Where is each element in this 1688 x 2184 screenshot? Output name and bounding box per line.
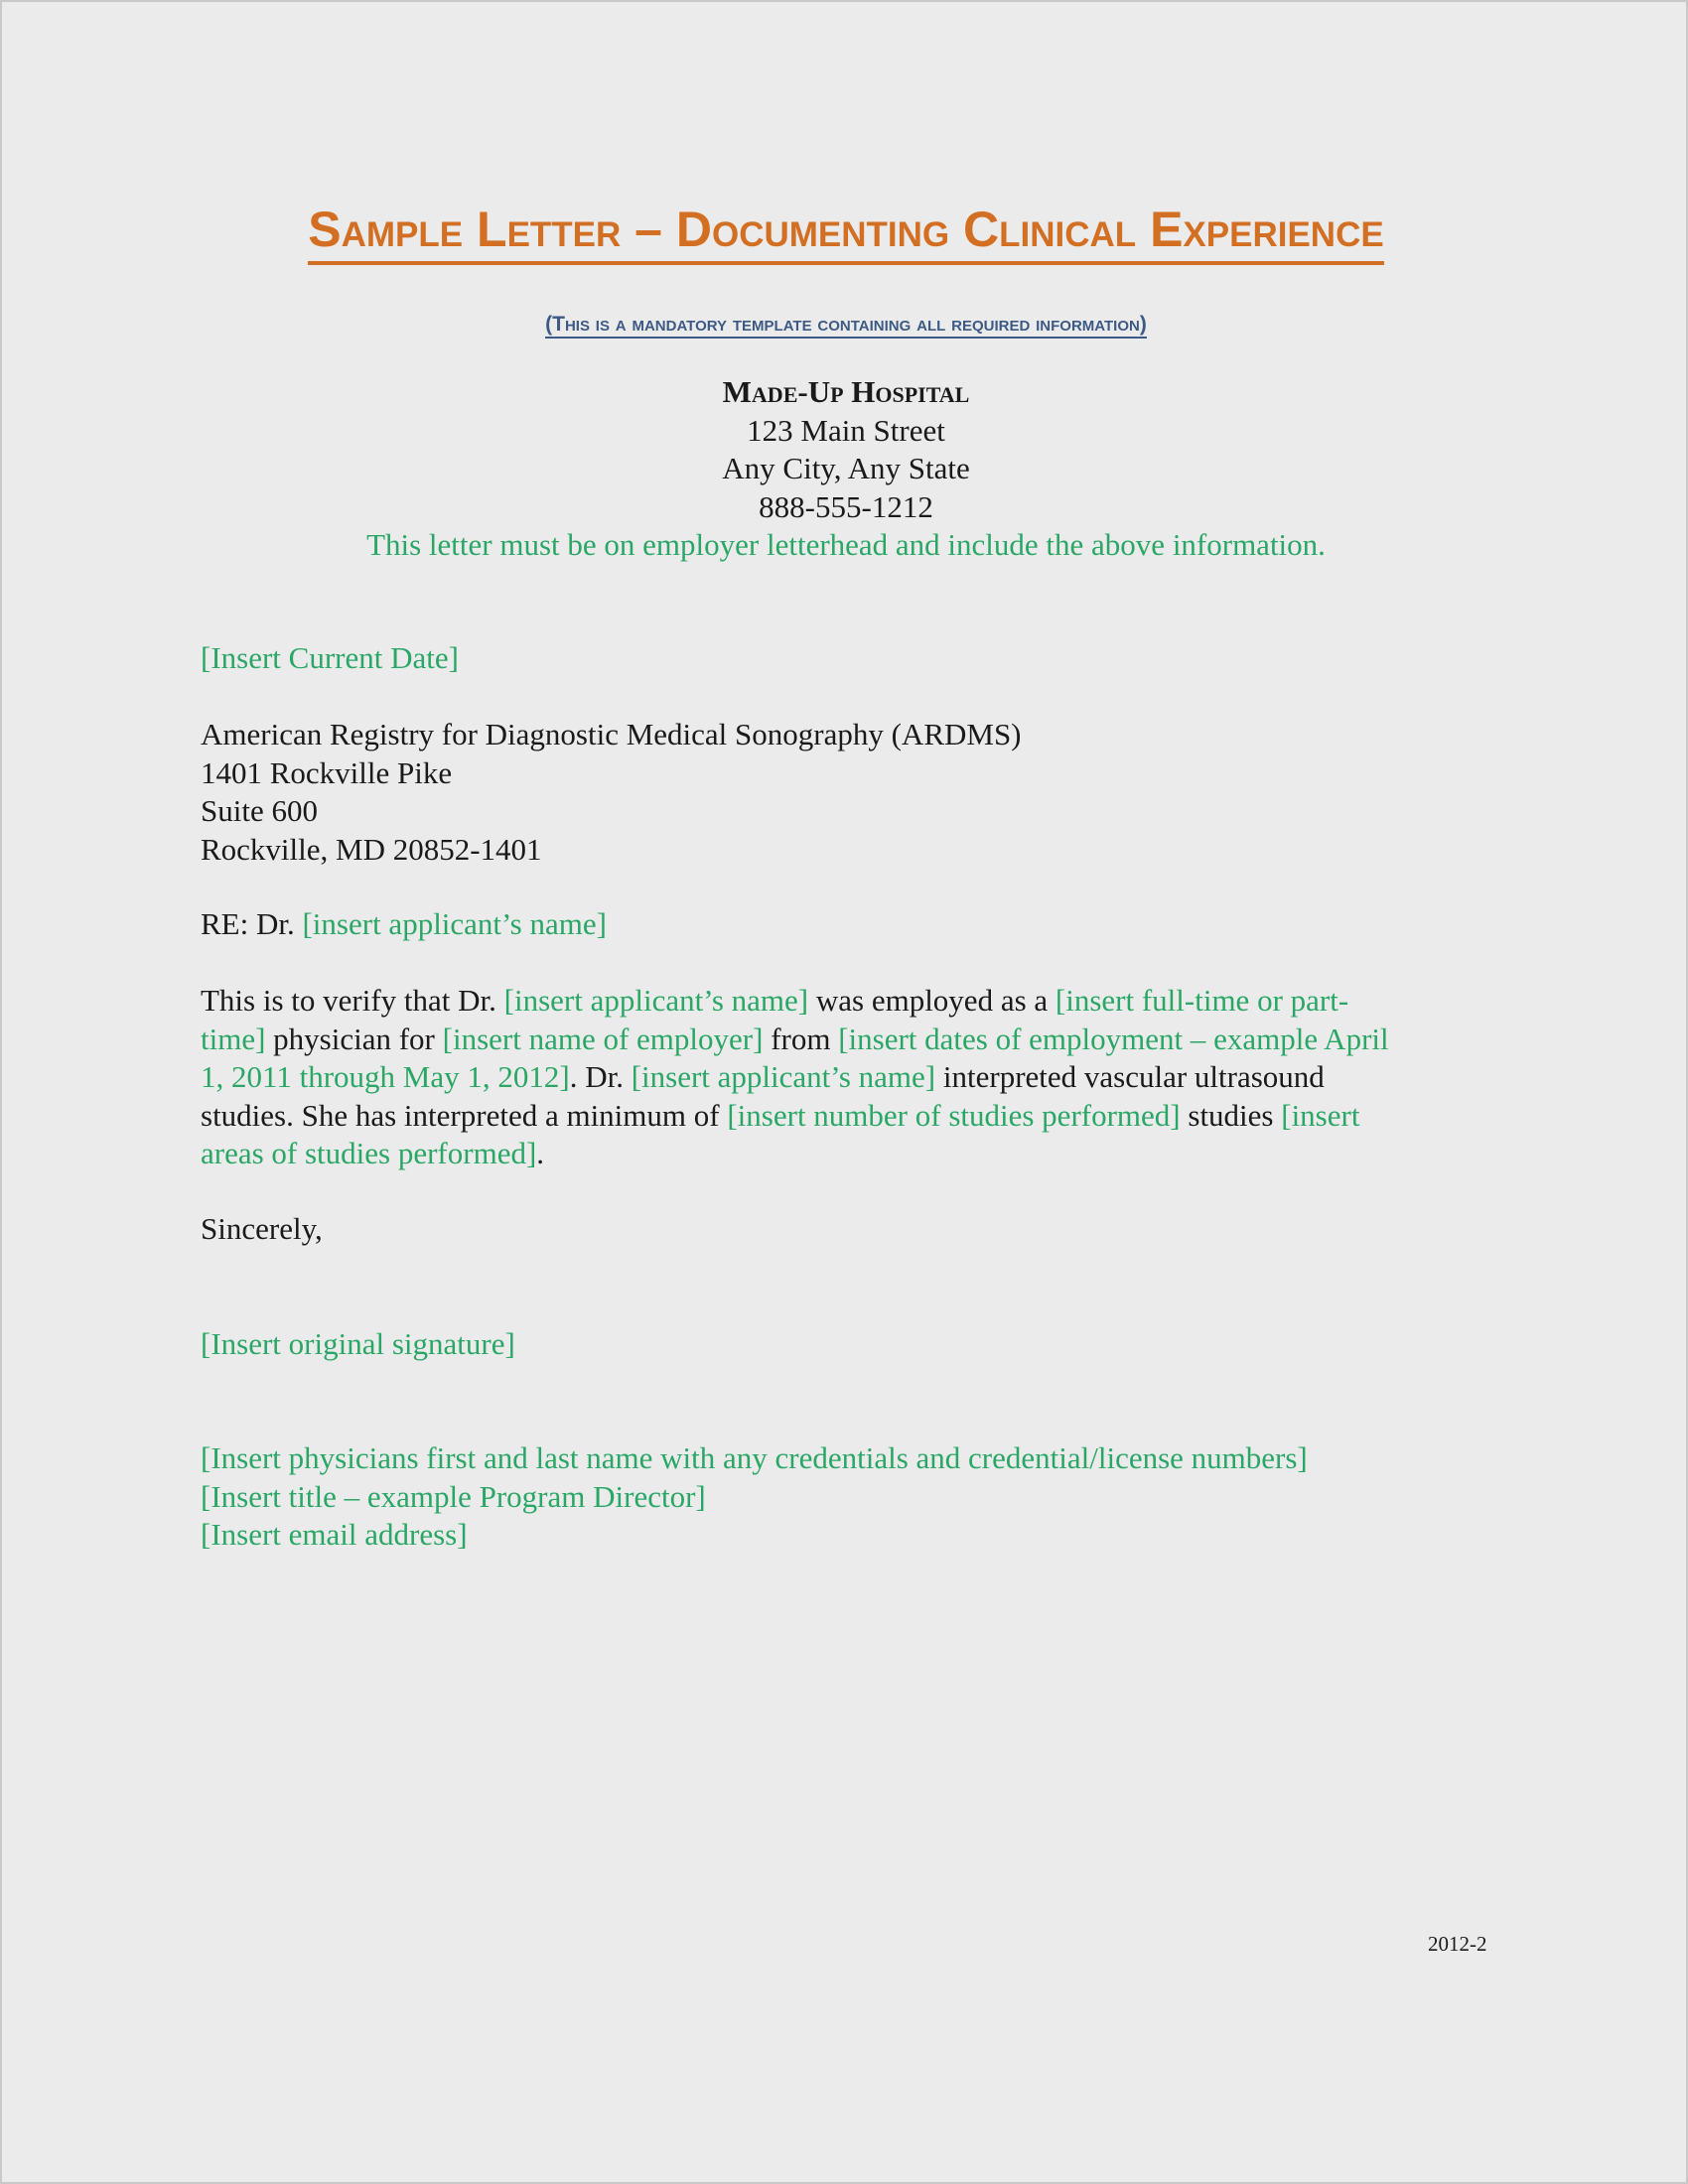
body-line-4 xyxy=(201,1097,1491,1136)
placeholder-applicant-name: [insert applicant’s name] xyxy=(503,983,809,1018)
recipient-line-2: 1401 Rockville Pike xyxy=(201,754,453,790)
re-applicant-name: [insert applicant’s name] xyxy=(302,906,607,941)
placeholder-employer-name: [insert name of employer] xyxy=(442,1021,764,1056)
placeholder-employment-type: time] xyxy=(201,1021,266,1056)
hospital-name: Made-Up Hospital xyxy=(722,374,970,409)
body-text: This is to verify that Dr. xyxy=(201,983,504,1018)
letterhead xyxy=(2,373,1688,565)
document-subtitle xyxy=(2,314,1688,335)
body-text: from xyxy=(763,1021,839,1056)
hospital-phone: 888-555-1212 xyxy=(759,488,933,524)
body-text: . xyxy=(536,1136,545,1170)
body-paragraph xyxy=(201,982,1491,1173)
document-title xyxy=(2,202,1688,257)
body-text: . Dr. xyxy=(569,1059,632,1094)
letterhead-note: This letter must be on employer letterhead and include the above information. xyxy=(366,527,1326,562)
document-subtitle-text: (This is a mandatory template containing all required information) xyxy=(545,313,1147,339)
body-text: interpreted vascular ultrasound xyxy=(935,1059,1325,1094)
body-line-3 xyxy=(201,1058,1491,1097)
date-placeholder: [Insert Current Date] xyxy=(201,640,459,675)
placeholder-study-areas: [insert xyxy=(1281,1097,1360,1133)
re-prefix: RE: Dr. xyxy=(201,906,303,941)
recipient-line-1: American Registry for Diagnostic Medical Sonography (ARDMS) xyxy=(201,717,1022,751)
signer-block xyxy=(201,1439,1491,1555)
signer-title: [Insert title – example Program Director] xyxy=(201,1478,706,1514)
signer-email: [Insert email address] xyxy=(201,1517,468,1552)
body-text: studies. She has interpreted a minimum of xyxy=(201,1097,728,1133)
placeholder-employment-dates: 1, 2011 through May 1, 2012] xyxy=(201,1059,570,1094)
body-line-5 xyxy=(201,1135,1491,1173)
placeholder-number-of-studies: [insert number of studies performed] xyxy=(727,1097,1181,1133)
body-line-1 xyxy=(201,982,1491,1021)
recipient-line-4: Rockville, MD 20852-1401 xyxy=(201,831,542,867)
hospital-city: Any City, Any State xyxy=(722,451,970,485)
placeholder-applicant-name: [insert applicant’s name] xyxy=(631,1059,936,1094)
body-text: physician for xyxy=(265,1021,443,1056)
document-version-code: 2012-2 xyxy=(1428,1932,1487,1956)
signature-placeholder: [Insert original signature] xyxy=(201,1326,515,1361)
signer-name: [Insert physicians first and last name with any credentials and credential/license numbers] xyxy=(201,1440,1308,1475)
placeholder-study-areas: areas of studies performed] xyxy=(201,1136,537,1170)
placeholder-employment-dates: [insert dates of employment – example April xyxy=(838,1021,1389,1056)
body-text: was employed as a xyxy=(808,983,1055,1018)
recipient-line-3: Suite 600 xyxy=(201,793,318,828)
hospital-street: 123 Main Street xyxy=(747,412,945,448)
closing: Sincerely, xyxy=(201,1211,323,1246)
recipient-address xyxy=(201,716,1491,869)
re-line xyxy=(201,905,1491,944)
document-title-text: Sample Letter – Documenting Clinical Experience xyxy=(308,202,1383,265)
placeholder-employment-type: [insert full-time or part- xyxy=(1055,983,1349,1018)
body-text: studies xyxy=(1180,1097,1282,1133)
body-line-2 xyxy=(201,1021,1491,1059)
